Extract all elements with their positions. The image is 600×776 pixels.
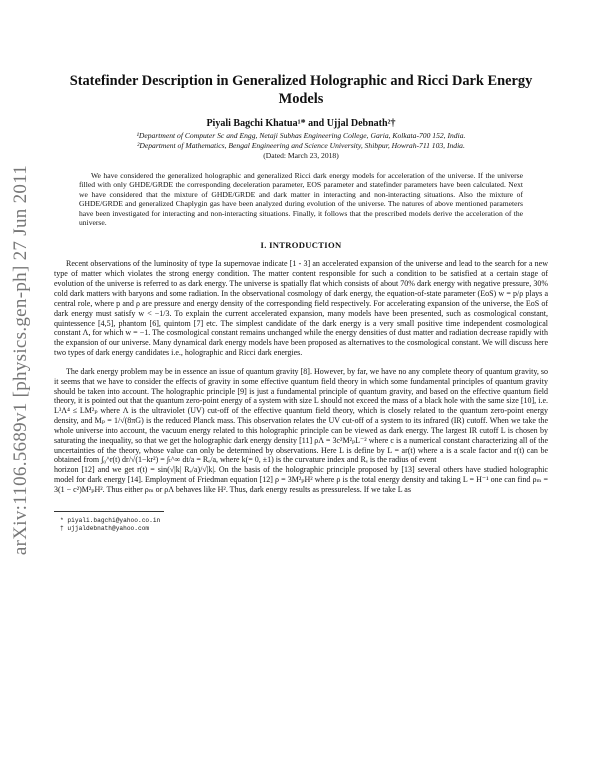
body-paragraph-2: The dark energy problem may be in essence an issue of quantum gravity [8]. However, by far, we have no any complete theory of quantum gravity, so it seems that we have to consider the effects of gravity in some effective quantum field theory in which some fundamental principles of quantum gravity should be taken into account. The holographic principle [9] is just a fundamental principle of quantum gravity, and based on the effective quantum field theory, it is pointed out that the quantum zero-point energy of a system with size L should not exceed the mass of a black hole with the same size [10], i.e. L³Λ⁴ ≤ LM²ₚ where Λ is the ultraviolet (UV) cut-off of the effective quantum field theory, which is closely related to the quantum zero-point energy density, and Mₚ = 1/√(8πG) is the reduced Planck mass. This observation relates the UV cut-off of a system to its infrared (IR) cutoff. When we take the whole universe into account, the vacuum energy related to this holographic principle can be viewed as dark energy. The largest IR cutoff L is chosen by saturating the inequality, so that we get the holographic dark energy density [11] ρΛ = 3c²M²ₚL⁻² where c is a numerical constant characterizing all of the uncertainties of the theory, whose value can only be determined by observations. Here L is define by L = ar(t) where a is a scale factor and r(t) can be obtained from ∫₀^r(t) dr/√(1−kr²) = ∫ₜ^∞ dt/a = Rₑ/a, where k(= 0, ±1) is the curvature index and Rₑ is the radius of event [54,366,548,465]
affiliation-1: ¹Department of Computer Sc and Engg, Netaji Subhas Engineering College, Garia, Kolkata-700 152, India. [136,131,466,140]
body-paragraph-1: Recent observations of the luminosity of type Ia supernovae indicate [1 - 3] an accelerated expansion of the universe and lead to the search for a new type of matter which violates the strong energy condition. The matter content responsible for such a condition to be satisfied at a certain stage of evolution of the universe is referred to as dark energy. The universe is spatially flat which consists of about 70% dark energy with negative pressure, 30% cold dark matters with baryons and some radiation. In the observational cosmology of dark energy, the equation-of-state parameter (EoS) w = p/ρ plays a central role, where p and ρ are pressure and energy density of the corresponding field respectively. For accelerating expansion of the universe, the EoS of dark energy must satisfy w < −1/3. To explain the current accelerated expansion, many models have been presented, such as cosmological constant, quintessence [4,5], phantom [6], quintom [7] etc. The simplest candidate of the dark energy is a very small positive time independent cosmological constant Λ, for which w = −1. The cosmological constant remains unchanged while the energy densities of dust matter and radiation decrease rapidly with the expansion of our universe. Many dynamical dark energy models have been proposed as alternatives to the cosmological constant. We will discuss here two types of dark energy candidates i.e., holographic and Ricci dark energies. [54,259,548,358]
footnote-rule [54,511,164,512]
affiliation-2: ²Department of Mathematics, Bengal Engineering and Science University, Shibpur, Howrah-711 103, India. [137,141,465,150]
abstract: We have considered the generalized holographic and generalized Ricci dark energy models for acceleration of the universe. If the universe filled with only GHDE/GRDE the corresponding deceleration parameter, EOS parameter and statefinder parameters have been calculated. Next we have considered that the mixture of GHDE/GRDE and dark matter in interacting and non-interacting situations. Also the mixture of GHDE/GRDE and generalized Chaplygin gas have been analyzed during evolution of the universe. The natures of above mentioned parameters have been investigated for interacting and non-interacting situations. Finally, it follows that the prescribed models derive the acceleration of the universe. [79,171,523,228]
footnotes [54,517,548,534]
body-paragraph-2-cont: horizon [12] and we get r(t) = sin(√|k| Rₑ/a)/√|k|. On the basis of the holographic principle proposed by [13] several others have studied holographic model for dark energy [14]. Employment of Friedman equation [12] ρ = 3M²ₚH² where ρ is the total energy density and taking L = H⁻¹ one can find ρₘ = 3(1 − c²)M²ₚH². Thus either ρₘ or ρΛ behaves like H². Thus, dark energy results as pressureless. If we take L as [54,465,548,494]
arxiv-stamp [4,60,38,660]
footnote-email-1: * piyali.bagchi@yahoo.co.in [60,516,161,524]
arxiv-id: arXiv:1106.5689v1 [physics.gen-ph] 27 Jun 2011 [10,164,31,556]
paper-page [54,72,548,534]
paper-date: (Dated: March 23, 2018) [263,151,339,160]
author-list: Piyali Bagchi Khatua¹* and Ujjal Debnath²† [206,118,396,129]
paper-title: Statefinder Description in Generalized Holographic and Ricci Dark Energy Models [69,73,533,107]
footnote-email-2: † ujjaldebnath@yahoo.com [60,525,150,533]
section-heading: I. INTRODUCTION [260,240,342,251]
